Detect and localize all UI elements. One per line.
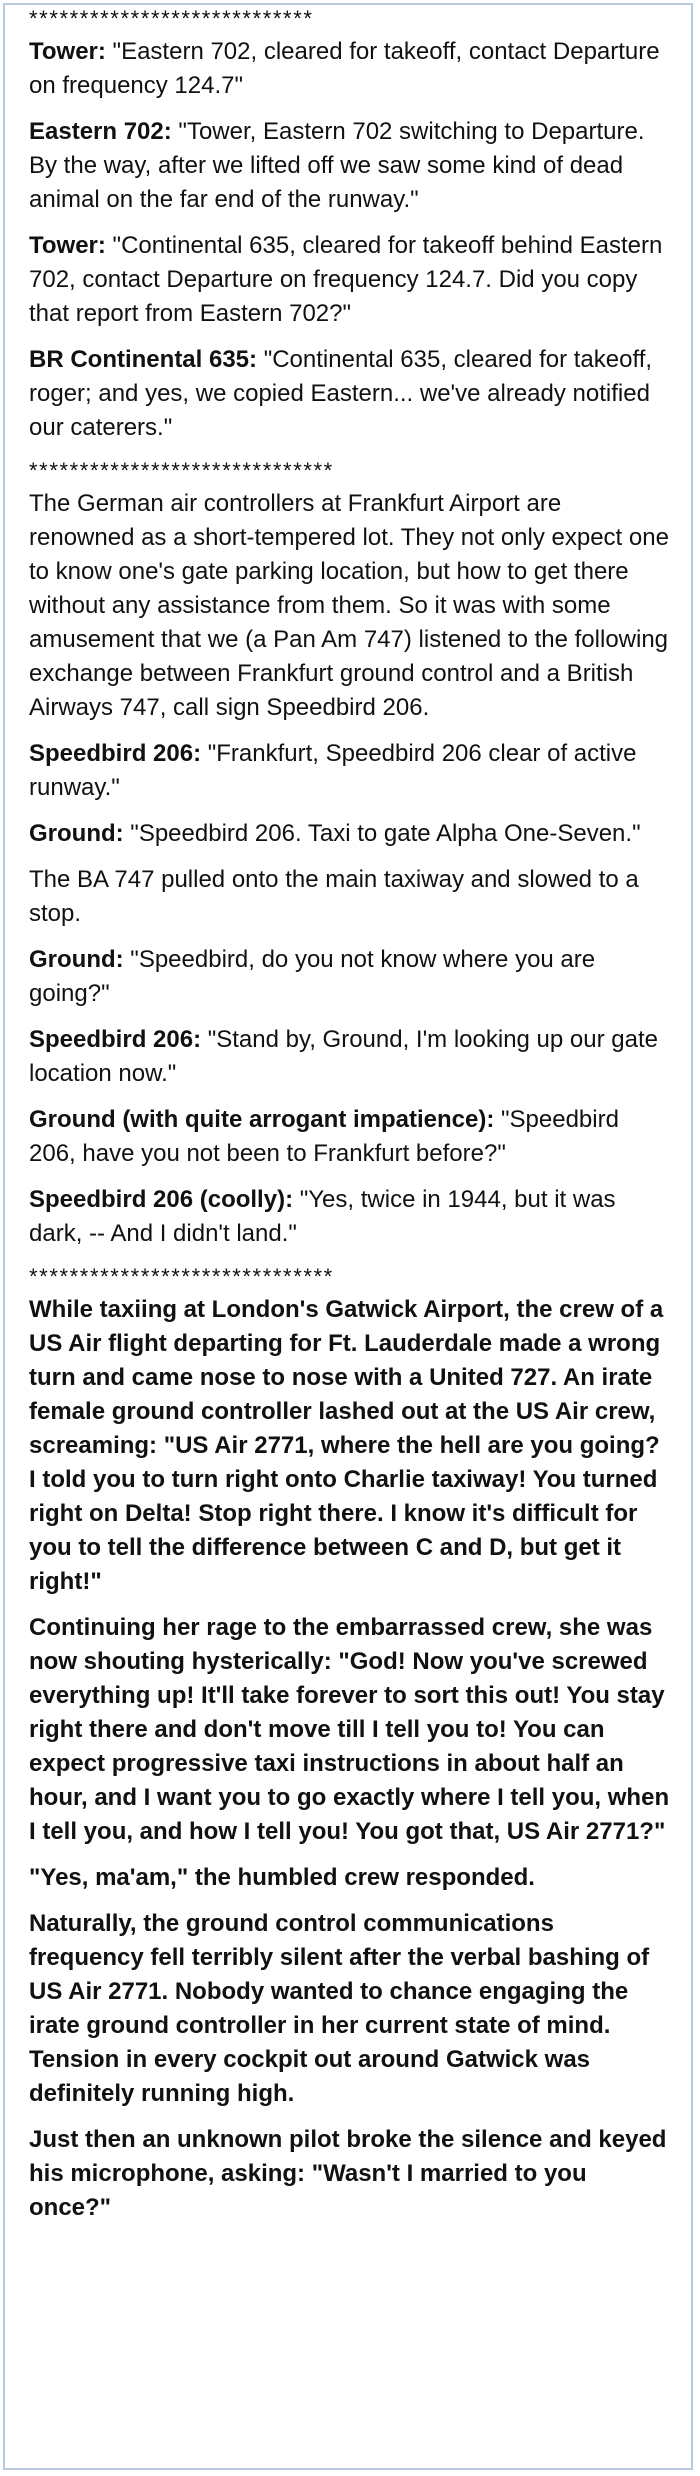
speaker-label: Speedbird 206 (coolly):	[29, 1186, 294, 1213]
dialogue-line	[29, 943, 671, 1011]
separator-2: ******************************	[29, 458, 334, 483]
dialogue-line	[29, 35, 671, 103]
dialogue-line	[29, 115, 671, 217]
dialogue-text: "Tower, Eastern 702 switching to Departure. By the way, after we lifted off we saw some kind of dead animal on the far end of the runway."	[29, 118, 645, 213]
dialogue-line	[29, 737, 671, 805]
section-eastern-702	[29, 35, 671, 445]
intro-paragraph: The German air controllers at Frankfurt Airport are renowned as a short-tempered lot. They not only expect one to know one's gate parking location, but how to get there without any assistance from them. So it was with some amusement that we (a Pan Am 747) listened to the following exchange between Frankfurt ground control and a British Airways 747, call sign Speedbird 206.	[29, 490, 669, 721]
dialogue-text: "Speedbird, do you not know where you are going?"	[29, 946, 596, 1007]
story-paragraph: "Yes, ma'am," the humbled crew responded.	[29, 1864, 535, 1891]
speaker-label: Speedbird 206:	[29, 740, 202, 767]
narration-paragraph: The BA 747 pulled onto the main taxiway and slowed to a stop.	[29, 866, 639, 927]
separator-3: ******************************	[29, 1264, 334, 1289]
story-paragraph: While taxiing at London's Gatwick Airport, the crew of a US Air flight departing for Ft. Lauderdale made a wrong turn and came nose to nose with a United 727. An irate female ground controller lashed out at the US Air crew, screaming: "US Air 2771, where the hell are you going? I told you to turn right onto Charlie taxiway! You turned right on Delta! Stop right there. I know it's difficult for you to tell the difference between C and D, but get it right!"	[29, 1296, 664, 1595]
dialogue-text: "Continental 635, cleared for takeoff, roger; and yes, we copied Eastern... we've already notified our caterers."	[29, 346, 653, 441]
dialogue-text: "Speedbird 206. Taxi to gate Alpha One-Seven."	[123, 820, 641, 847]
section-gatwick	[29, 1293, 671, 2225]
speaker-label: Ground:	[29, 946, 124, 973]
speaker-label: Ground:	[29, 820, 124, 847]
speaker-label: Tower:	[29, 38, 106, 65]
section-frankfurt	[29, 487, 671, 1251]
speaker-label: Tower:	[29, 232, 106, 259]
speaker-label: Speedbird 206:	[29, 1026, 202, 1053]
dialogue-text: "Yes, twice in 1944, but it was dark, -- And I didn't land."	[29, 1186, 616, 1247]
dialogue-text: "Stand by, Ground, I'm looking up our gate location now."	[29, 1026, 658, 1087]
dialogue-text: "Continental 635, cleared for takeoff behind Eastern 702, contact Departure on frequency 124.7. Did you copy that report from Eastern 702?"	[29, 232, 663, 327]
dialogue-text: "Eastern 702, cleared for takeoff, contact Departure on frequency 124.7"	[29, 38, 660, 99]
story-paragraph: Continuing her rage to the embarrassed crew, she was now shouting hysterically: "God! Now you've screwed everything up! It'll take forever to sort this out! You stay right there and don't move till I tell you to! You can expect progressive taxi instructions in about half an hour, and I want you to go exactly where I tell you, when I tell you, and how I tell you! You got that, US Air 2771?"	[29, 1614, 670, 1845]
dialogue-text: "Frankfurt, Speedbird 206 clear of active runway."	[29, 740, 637, 801]
speaker-label: BR Continental 635:	[29, 346, 258, 373]
dialogue-line	[29, 817, 671, 851]
dialogue-line	[29, 229, 671, 331]
dialogue-line	[29, 1103, 671, 1171]
dialogue-line	[29, 1023, 671, 1091]
dialogue-line	[29, 1183, 671, 1251]
dialogue-line	[29, 343, 671, 445]
story-paragraph: Just then an unknown pilot broke the silence and keyed his microphone, asking: "Wasn't I married to you once?"	[29, 2126, 667, 2221]
document-page	[3, 3, 693, 2470]
speaker-label: Ground (with quite arrogant impatience):	[29, 1106, 495, 1133]
speaker-label: Eastern 702:	[29, 118, 172, 145]
dialogue-text: "Speedbird 206, have you not been to Frankfurt before?"	[29, 1106, 619, 1167]
story-paragraph: Naturally, the ground control communications frequency fell terribly silent after the verbal bashing of US Air 2771. Nobody wanted to chance engaging the irate ground controller in her current state of mind. Tension in every cockpit out around Gatwick was definitely running high.	[29, 1910, 650, 2107]
separator-1: ****************************	[29, 6, 314, 31]
